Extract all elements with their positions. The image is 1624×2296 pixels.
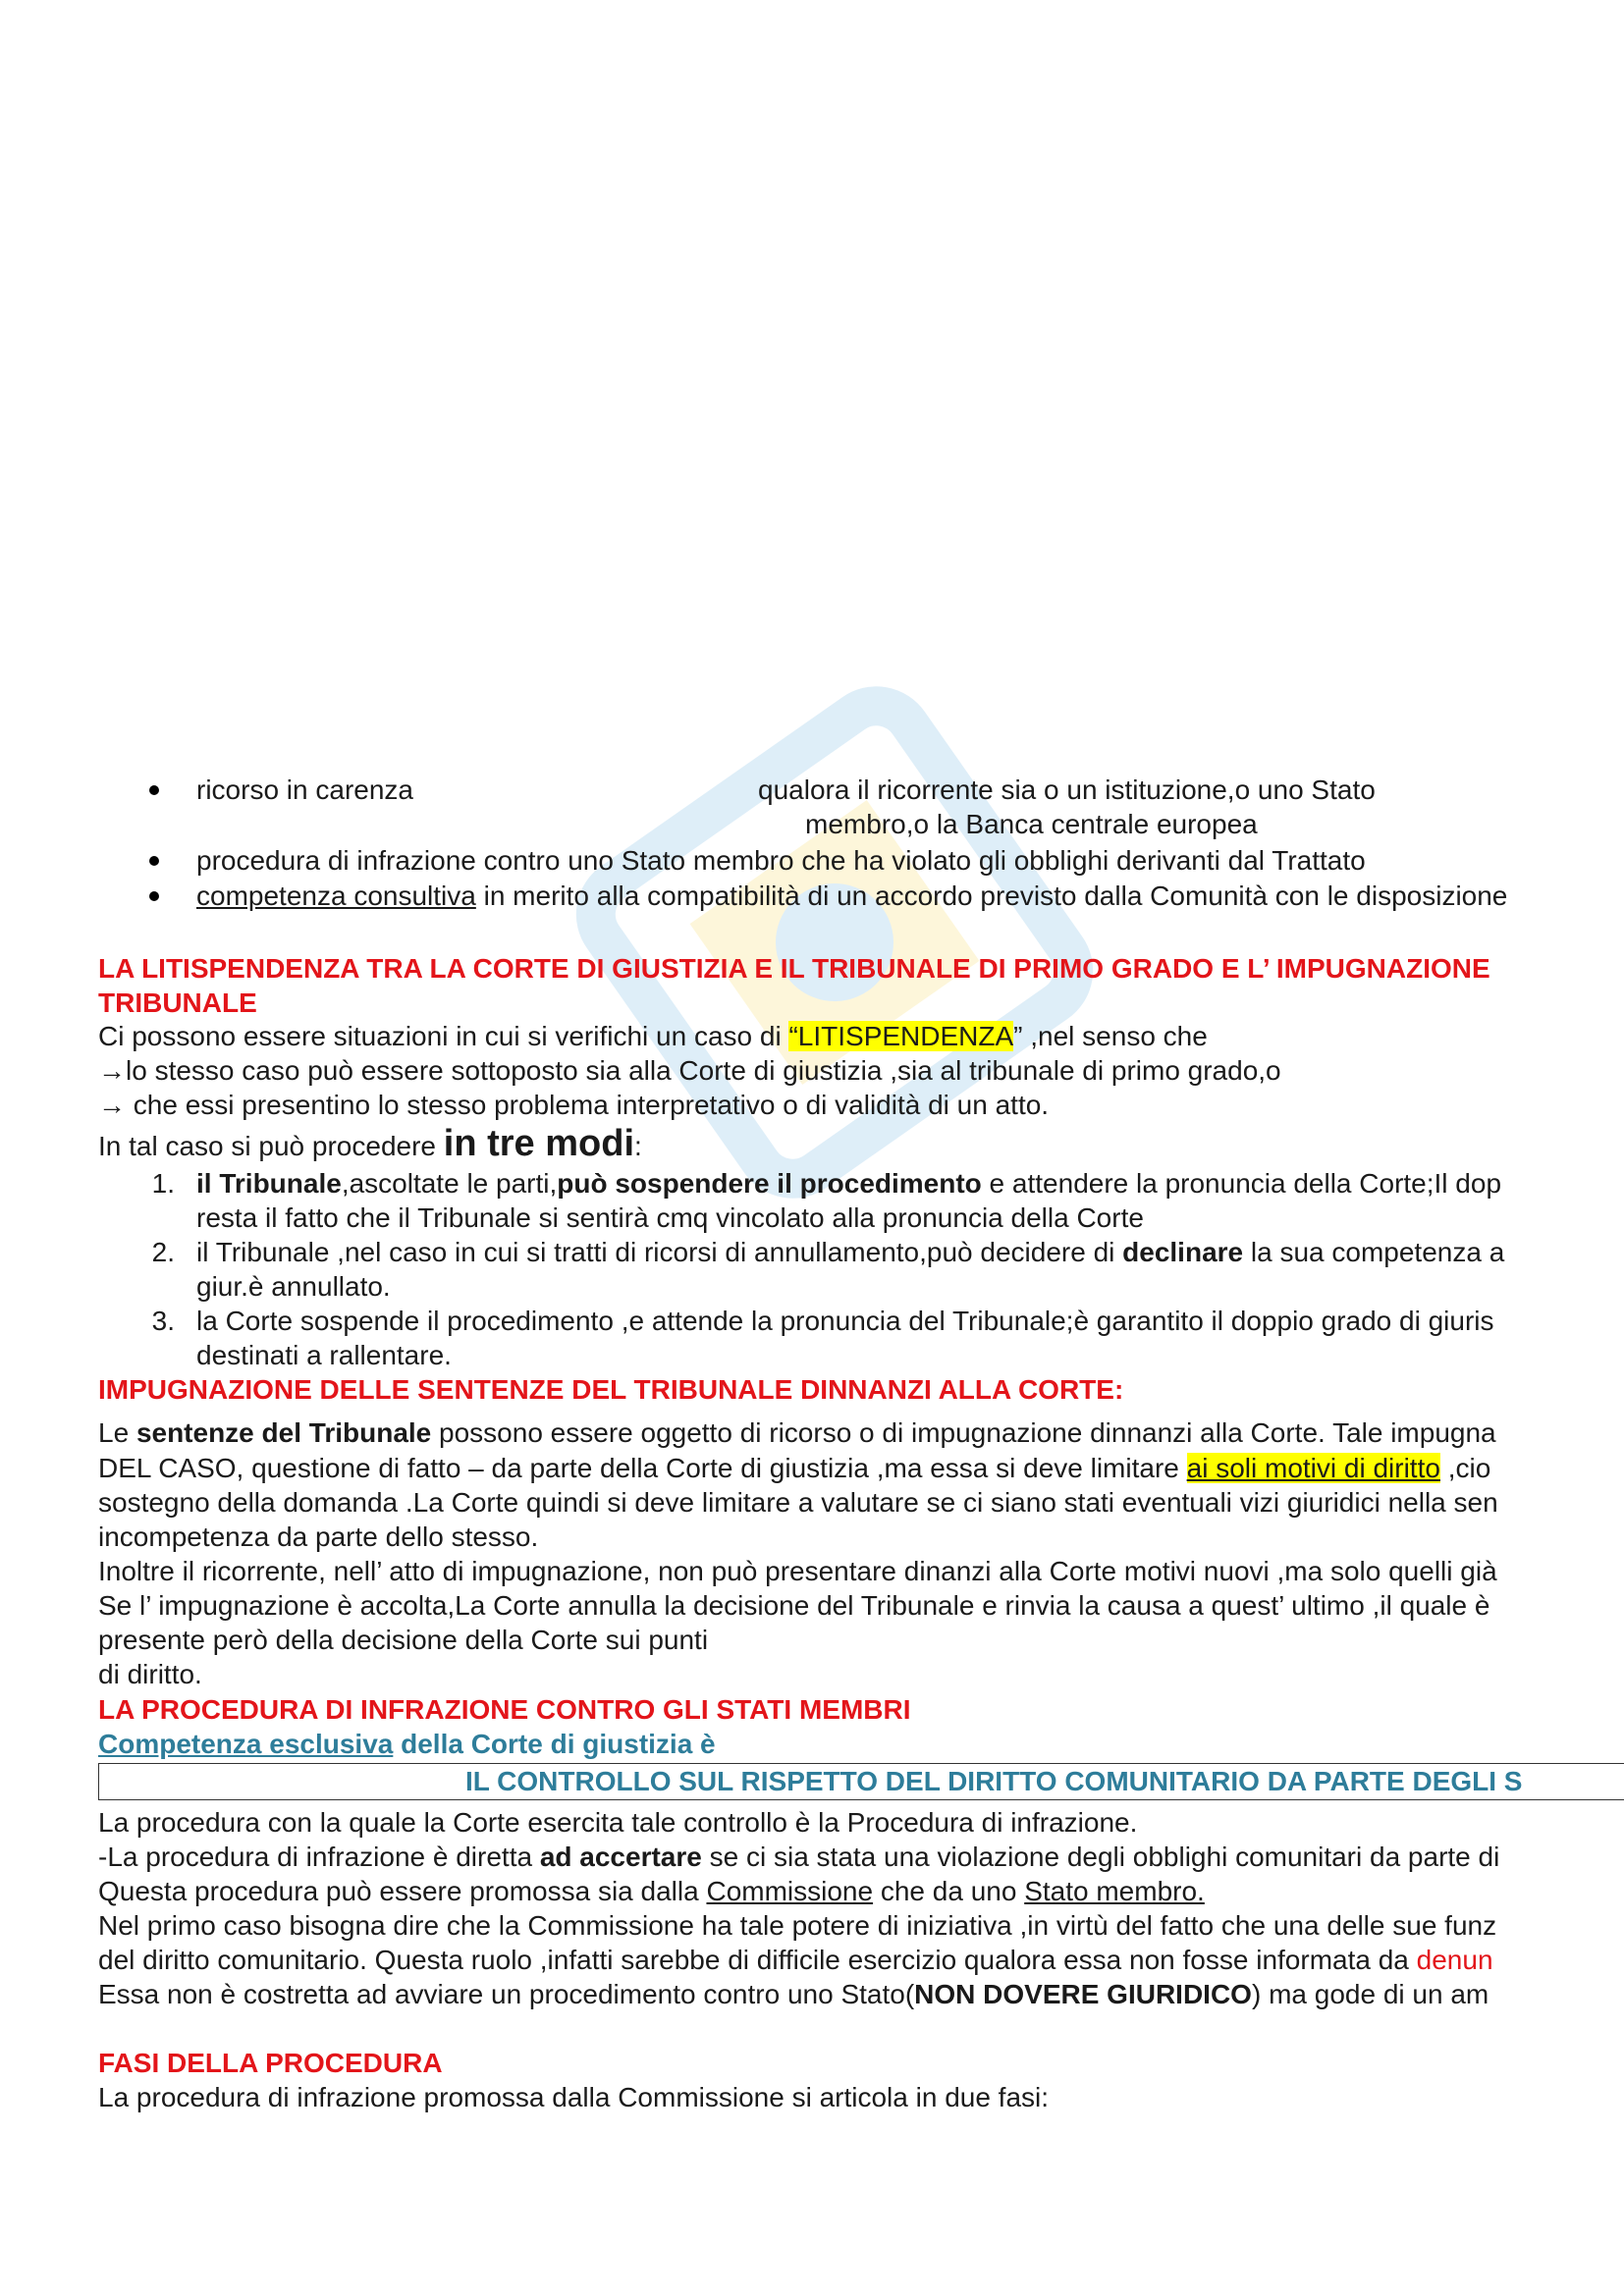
bullet-icon	[149, 856, 159, 866]
section-heading: IMPUGNAZIONE DELLE SENTENZE DEL TRIBUNALE DINNANZI ALLA CORTE:	[98, 1374, 1124, 1405]
paragraph-line: La procedura con la quale la Corte esercita tale controllo è la Procedura di infrazione.	[98, 1807, 1138, 1838]
paragraph-line: sostegno della domanda .La Corte quindi si deve limitare a valutare se ci siano stati eventuali vizi giuridici nella sen	[98, 1487, 1498, 1518]
list-number: 2.	[151, 1237, 175, 1267]
bullet-text: qualora il ricorrente sia o un istituzione,o uno Stato	[758, 774, 1376, 805]
paragraph-line: La procedura di infrazione promossa dalla Commissione si articola in due fasi:	[98, 2082, 1050, 2112]
paragraph-line: →lo stesso caso può essere sottoposto sia alla Corte di giustizia ,sia al tribunale di primo grado,o	[98, 1055, 1281, 1086]
paragraph-line: Nel primo caso bisogna dire che la Commissione ha tale potere di iniziativa ,in virtù del fatto che una delle sue funz	[98, 1910, 1497, 1941]
paragraph-line: In tal caso si può procedere in tre modi:	[98, 1123, 642, 1164]
list-item: giur.è annullato.	[196, 1271, 391, 1302]
paragraph-line: Ci possono essere situazioni in cui si verifichi un caso di “LITISPENDENZA” ,nel senso che	[98, 1021, 1208, 1051]
list-item: il Tribunale ,nel caso in cui si tratti di ricorsi di annullamento,può decidere di declinare la sua competenza a	[196, 1237, 1505, 1267]
list-item: il Tribunale,ascoltate le parti,può sospendere il procedimento e attendere la pronuncia della Corte;Il dop	[196, 1168, 1502, 1199]
highlighted-term: “LITISPENDENZA	[788, 1021, 1014, 1051]
paragraph-line: Questa procedura può essere promossa sia dalla Commissione che da uno Stato membro.	[98, 1876, 1205, 1906]
paragraph-line: Inoltre il ricorrente, nell’ atto di impugnazione, non può presentare dinanzi alla Corte motivi nuovi ,ma solo quelli già	[98, 1556, 1497, 1586]
section-heading: LA LITISPENDENZA TRA LA CORTE DI GIUSTIZIA E IL TRIBUNALE DI PRIMO GRADO E L’ IMPUGNAZIONE	[98, 953, 1490, 984]
paragraph-line: presente però della decisione della Corte sui punti	[98, 1625, 709, 1655]
bullet-text: competenza consultiva in merito alla compatibilità di un accordo previsto dalla Comunità con le disposizione	[196, 881, 1508, 911]
paragraph-line: → che essi presentino lo stesso problema interpretativo o di validità di un atto.	[98, 1090, 1050, 1120]
bullet-icon	[149, 891, 159, 901]
list-item: resta il fatto che il Tribunale si sentirà cmq vincolato alla pronuncia della Corte	[196, 1202, 1144, 1233]
bullet-text: membro,o la Banca centrale europea	[805, 809, 1258, 839]
highlighted-term: ai soli motivi di diritto	[1186, 1453, 1440, 1483]
section-heading: FASI DELLA PROCEDURA	[98, 2048, 443, 2078]
list-number: 1.	[151, 1168, 175, 1199]
subheading: Competenza esclusiva della Corte di giustizia è	[98, 1729, 716, 1759]
section-heading: TRIBUNALE	[98, 988, 257, 1018]
section-heading: LA PROCEDURA DI INFRAZIONE CONTRO GLI STATI MEMBRI	[98, 1694, 911, 1725]
paragraph-line: -La procedura di infrazione è diretta ad accertare se ci sia stata una violazione degli obblighi comunitari da parte di	[98, 1842, 1500, 1872]
list-item: destinati a rallentare.	[196, 1340, 452, 1370]
list-number: 3.	[151, 1306, 175, 1336]
paragraph-line: di diritto.	[98, 1659, 202, 1689]
bullet-icon	[149, 785, 159, 795]
paragraph-line: Essa non è costretta ad avviare un procedimento contro uno Stato(NON DOVERE GIURIDICO) ma gode di un am	[98, 1979, 1489, 2009]
paragraph-line: Le sentenze del Tribunale possono essere oggetto di ricorso o di impugnazione dinnanzi alla Corte. Tale impugna	[98, 1417, 1496, 1448]
paragraph-line: incompetenza da parte dello stesso.	[98, 1522, 539, 1552]
list-item: la Corte sospende il procedimento ,e attende la pronuncia del Tribunale;è garantito il doppio grado di giuris	[196, 1306, 1494, 1336]
paragraph-line: del diritto comunitario. Questa ruolo ,infatti sarebbe di difficile esercizio qualora essa non fosse informata da denun	[98, 1945, 1493, 1975]
bullet-text: ricorso in carenza	[196, 774, 413, 805]
boxed-statement: IL CONTROLLO SUL RISPETTO DEL DIRITTO COMUNITARIO DA PARTE DEGLI S	[465, 1766, 1523, 1796]
paragraph-line: Se l’ impugnazione è accolta,La Corte annulla la decisione del Tribunale e rinvia la causa a quest’ ultimo ,il quale è	[98, 1590, 1490, 1621]
underlined-term: competenza consultiva	[196, 881, 476, 911]
paragraph-line: DEL CASO, questione di fatto – da parte della Corte di giustizia ,ma essa si deve limitare ai soli motivi di diritto ,cio	[98, 1453, 1491, 1483]
bullet-text: procedura di infrazione contro uno Stato membro che ha violato gli obblighi derivanti dal Trattato	[196, 845, 1366, 876]
